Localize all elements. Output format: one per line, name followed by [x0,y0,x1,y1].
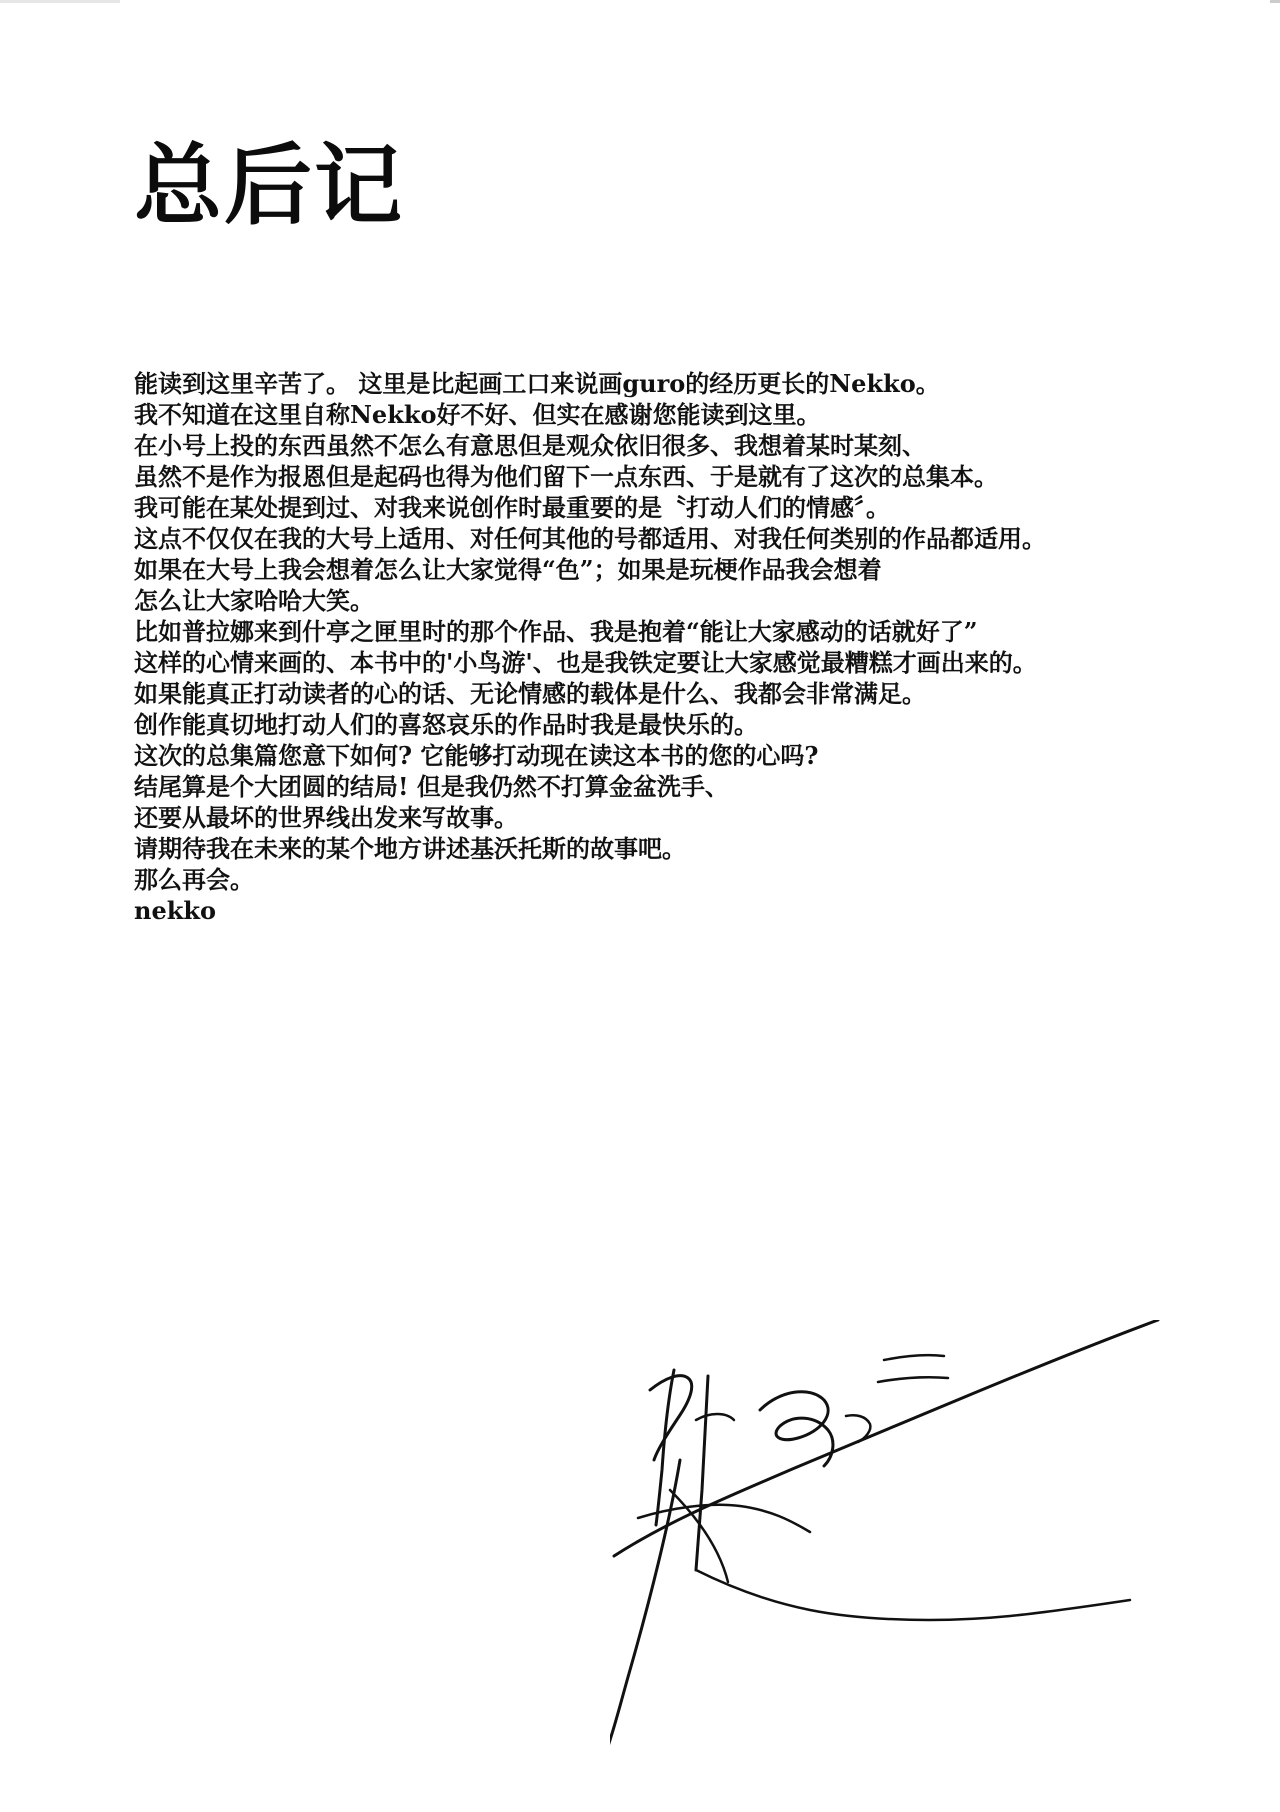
afterword-body [134,368,1154,926]
body-line: 这样的心情来画的、本书中的'小鸟游'、也是我铁定要让大家感觉最糟糕才画出来的。 [134,648,1037,677]
author-signoff: nekko [134,896,216,925]
body-line: 请期待我在未来的某个地方讲述基沃托斯的故事吧。 [134,834,686,863]
scan-edge-mark [0,0,120,3]
body-line: 比如普拉娜来到什亭之匣里时的那个作品、我是抱着“能让大家感动的话就好了” [134,617,978,646]
body-line: 如果在大号上我会想着怎么让大家觉得“色”；如果是玩梗作品我会想着 [134,555,882,584]
body-line: 如果能真正打动读者的心的话、无论情感的载体是什么、我都会非常满足。 [134,679,926,708]
body-line: 那么再会。 [134,865,254,894]
body-line: 能读到这里辛苦了。 这里是比起画工口来说画guro的经历更长的Nekko。 [134,369,940,398]
body-line: 这点不仅仅在我的大号上适用、对任何其他的号都适用、对我任何类别的作品都适用。 [134,524,1046,553]
page-title: 总后记 [134,134,405,237]
body-line: 创作能真切地打动人们的喜怒哀乐的作品时我是最快乐的。 [134,710,758,739]
body-line: 虽然不是作为报恩但是起码也得为他们留下一点东西、于是就有了这次的总集本。 [134,462,998,491]
body-line: 我不知道在这里自称Nekko好不好、但实在感谢您能读到这里。 [134,400,821,429]
body-line: 结尾算是个大团圆的结局! 但是我仍然不打算金盆洗手、 [134,772,729,801]
body-line: 还要从最坏的世界线出发来写故事。 [134,803,518,832]
body-line: 怎么让大家哈哈大笑。 [134,586,374,615]
body-line: 这次的总集篇您意下如何? 它能够打动现在读这本书的您的心吗? [134,741,819,770]
body-line: 我可能在某处提到过、对我来说创作时最重要的是〝打动人们的情感〞。 [134,493,890,522]
body-line: 在小号上投的东西虽然不怎么有意思但是观众依旧很多、我想着某时某刻、 [134,431,926,460]
signature-icon [610,1320,1170,1760]
scan-corner-mark [1270,0,1280,3]
